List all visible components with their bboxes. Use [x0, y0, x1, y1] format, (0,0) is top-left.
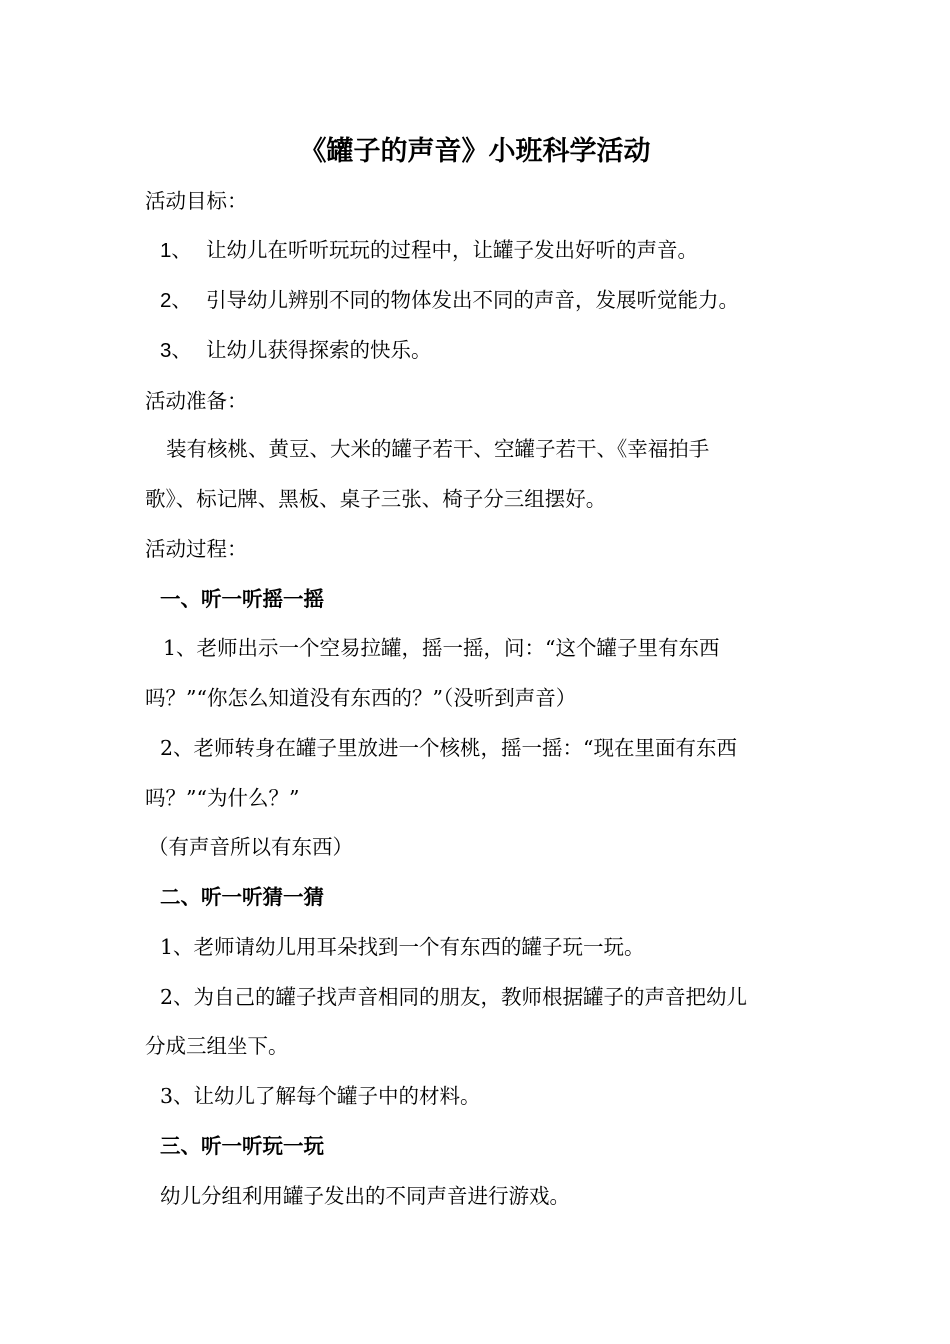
goal-number: 1、	[160, 239, 192, 262]
document-title: 《罐子的声音》小班科学活动	[299, 136, 651, 167]
goal-item-1	[160, 235, 698, 266]
preparation-heading: 活动准备：	[145, 389, 248, 413]
section-3-paragraph-1: 幼儿分组利用罐子发出的不同声音进行游戏。	[160, 1184, 570, 1208]
goal-text: 让幼儿获得探索的快乐。	[206, 338, 432, 362]
process-heading: 活动过程：	[145, 537, 248, 561]
goal-item-3	[160, 335, 432, 366]
preparation-text-line-1: 装有核桃、黄豆、大米的罐子若干、空罐子若干、《幸福拍手	[166, 437, 710, 461]
goal-item-2	[160, 285, 739, 316]
goal-number: 2、	[160, 289, 192, 312]
section-2-title: 二、听一听猜一猜	[160, 885, 324, 909]
section-2-paragraph-2-line-1: 2、为自己的罐子找声音相同的朋友，教师根据罐子的声音把幼儿	[160, 985, 748, 1009]
section-2-paragraph-1: 1、老师请幼儿用耳朵找到一个有东西的罐子玩一玩。	[160, 935, 645, 959]
goal-text: 让幼儿在听听玩玩的过程中，让罐子发出好听的声音。	[206, 238, 698, 262]
preparation-text-line-2: 歌》、标记牌、黑板、桌子三张、椅子分三组摆好。	[145, 487, 607, 511]
section-1-paragraph-2-line-2: 吗？”“为什么？”	[145, 786, 300, 810]
section-2-paragraph-3: 3、让幼儿了解每个罐子中的材料。	[160, 1084, 481, 1108]
goal-number: 3、	[160, 339, 192, 362]
section-1-paragraph-1-line-1: 1、老师出示一个空易拉罐，摇一摇，问：“这个罐子里有东西	[163, 636, 720, 660]
section-2-paragraph-2-line-2: 分成三组坐下。	[145, 1034, 289, 1058]
goals-heading: 活动目标：	[145, 189, 248, 213]
section-1-title: 一、听一听摇一摇	[160, 587, 324, 611]
goal-text: 引导幼儿辨别不同的物体发出不同的声音，发展听觉能力。	[206, 288, 739, 312]
section-3-title: 三、听一听玩一玩	[160, 1134, 324, 1158]
section-1-paragraph-2-line-1: 2、老师转身在罐子里放进一个核桃，摇一摇：“现在里面有东西	[160, 736, 738, 760]
section-1-paragraph-2-line-3: （有声音所以有东西）	[148, 835, 353, 859]
section-1-paragraph-1-line-2: 吗？”“你怎么知道没有东西的？”（没听到声音）	[145, 686, 577, 710]
